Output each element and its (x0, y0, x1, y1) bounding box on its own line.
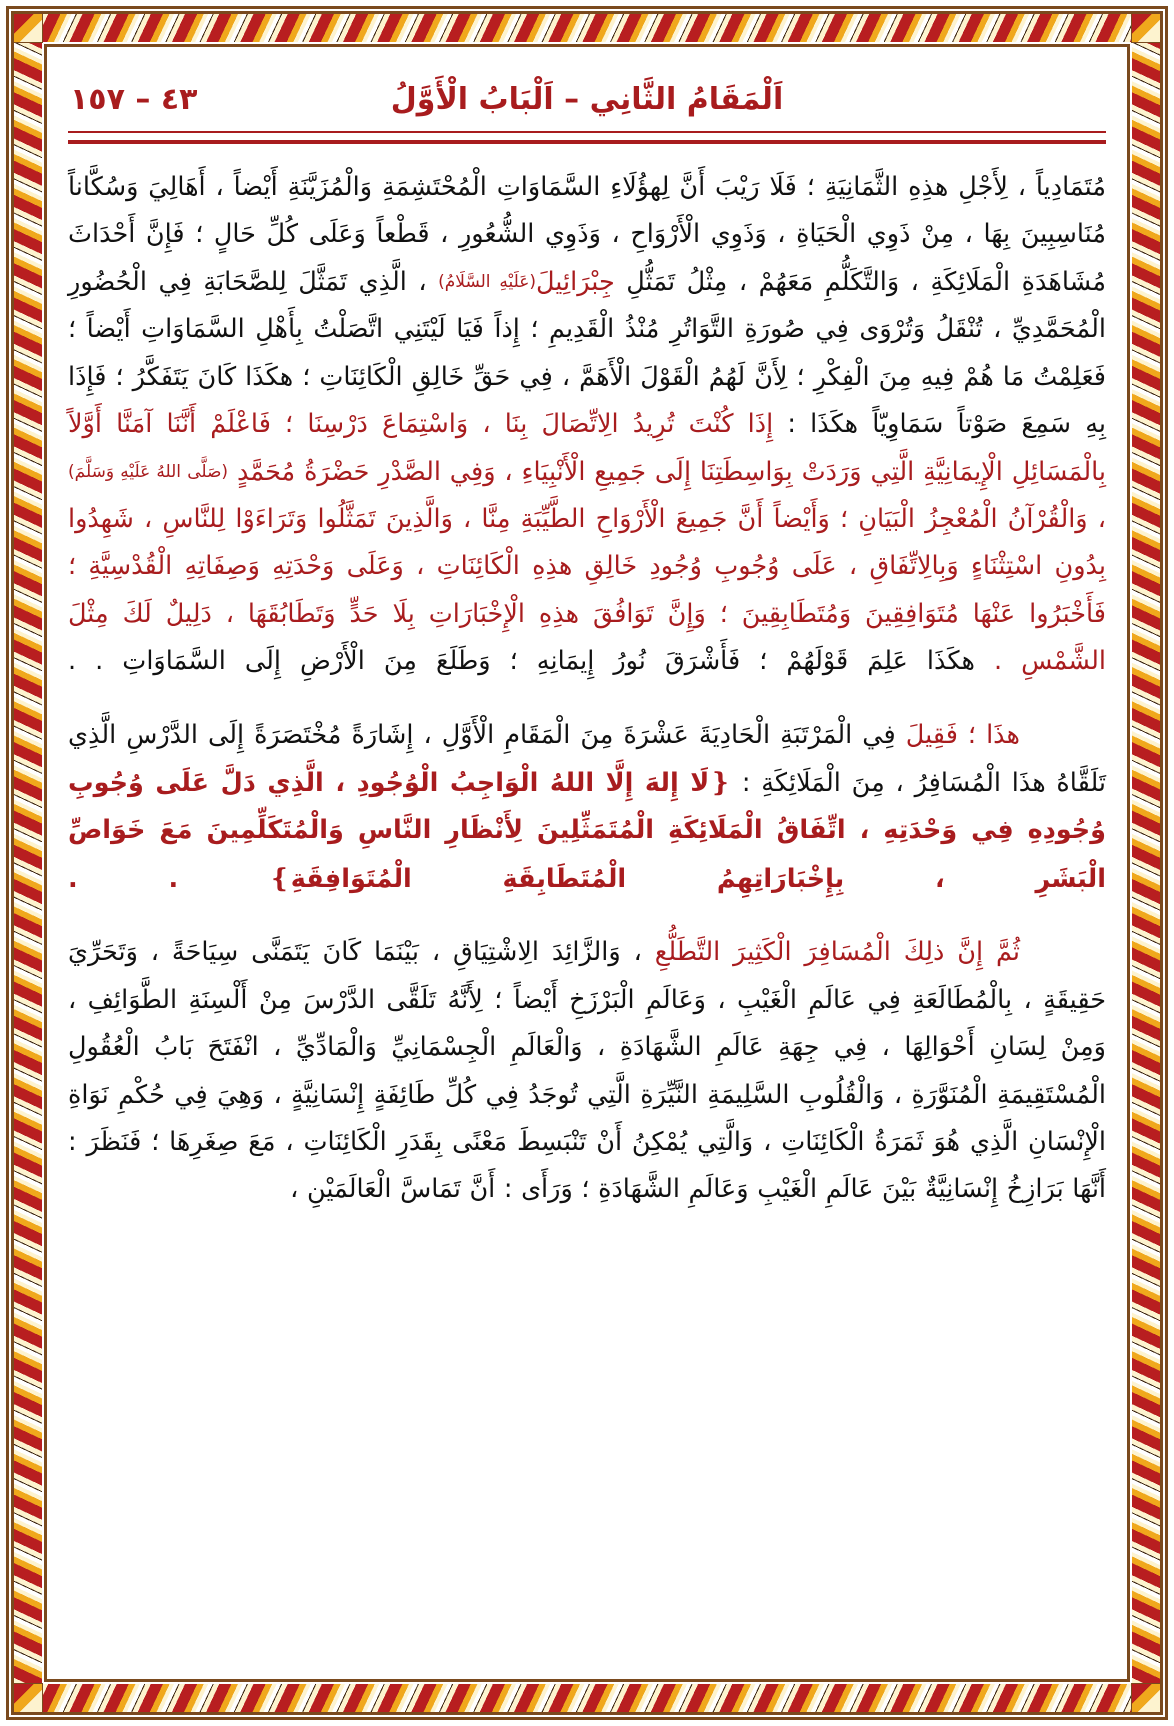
text-span-red-bold: . . (68, 863, 269, 894)
text-span-red: جِبْرَائِيلَ (536, 266, 615, 297)
text-span-red: ثُمَّ إِنَّ ذلِكَ الْمُسَافِرَ الْكَثِيرَ التَّطَلُّعِ (654, 937, 1021, 968)
paragraph-container (68, 164, 1106, 1214)
page-title: اَلْمَقَامُ الثَّانِي – اَلْبَابُ الْأَوَّلُ (390, 82, 784, 117)
page-header (64, 76, 1110, 117)
text-span-red: ، وَالْقُرْآنُ الْمُعْجِزُ الْبَيَانِ ؛ وَأَيْضاً أَنَّ جَمِيعَ الْأَرْوَاحِ الطَّيِّبَةِ مِنَّا ، وَالَّذِينَ تَمَثَّلُوا وَتَرَاءَوْا لِلنَّاسِ ، شَهِدُوا بِدُونِ اسْتِثْنَاءٍ وَبِالِاتِّفَاقِ ، عَلَى وُجُوبِ وُجُودِ خَالِقِ هذِهِ الْكَائِنَاتِ ، وَعَلَى وَحْدَتِهِ وَصِفَاتِهِ الْقُدْسِيَّةِ ؛ فَأَخْبَرُوا عَنْهَا مُتَوَافِقِينَ وَمُتَطَابِقِينَ ؛ وَإِنَّ تَوَافُقَ هذِهِ الْإِخْبَارَاتِ بِلَا حَدٍّ وَتَطَابُقَهَا ، دَلِيلٌ لَكَ مِثْلَ الشَّمْسِ . (68, 503, 1106, 677)
header-divider-rule (68, 131, 1106, 144)
text-span-honorific-red: (صَلَّى اللهُ عَلَيْهِ وَسَلَّمَ) (68, 461, 229, 482)
text-span-ornament: ❴ (709, 768, 732, 799)
text-span-honorific: (عَلَيْهِ السَّلَامُ) (438, 271, 536, 292)
text-span-black: مُتَمَادِياً ، لِأَجْلِ هذِهِ الثَّمَانِيَةِ ؛ فَلَا رَيْبَ أَنَّ لِهؤُلَاءِ السَّمَاوَاتِ الْمُحْتَشِمَةِ وَالْمُزَيَّنَةِ أَيْضاً ، أَهَالِيَ وَسُكَّاناً مُنَاسِبِينَ بِهَا ، مِنْ ذَوِي الْحَيَاةِ ، وَذَوِي الْأَرْوَاحِ ، وَذَوِي الشُّعُورِ ، قَطْعاً وَعَلَى كُلِّ حَالٍ ؛ فَإِنَّ أَحْدَاثَ مُشَاهَدَةِ الْمَلَائِكَةِ ، وَالتَّكَلُّمِ مَعَهُمْ ، مِثْلُ تَمَثُّلِ (68, 172, 1107, 297)
text-span-ornament: ❵ (268, 863, 291, 894)
text-span-red-bold: لَا إِلهَ إِلَّا اللهُ الْوَاجِبُ الْوُجُودِ ، الَّذِي دَلَّ عَلَى وُجُوبِ وُجُودِهِ فِي وَحْدَتِهِ ، اتِّفَاقُ الْمَلَائِكَةِ الْمُتَمَثِّلِينَ لِأَنْظَارِ النَّاسِ وَالْمُتَكَلِّمِينَ مَعَ خَوَاصِّ الْبَشَرِ ، بِإِخْبَارَاتِهِمُ الْمُتَطَابِقَةِ الْمُتَوَافِقَةِ (68, 768, 1106, 894)
text-span-red: إِذَا كُنْتَ تُرِيدُ الِاتِّصَالَ بِنَا ، وَاسْتِمَاعَ دَرْسِنَا ؛ فَاعْلَمْ أَنَّنَا آمَنَّا أَوَّلاً بِالْمَسَائِلِ الْإِيمَانِيَّةِ الَّتِي وَرَدَتْ بِوَاسِطَتِنَا إِلَى جَمِيعِ الْأَنْبِيَاءِ ، وَفِي الصَّدْرِ حَضْرَةُ مُحَمَّدٍ (68, 409, 1106, 487)
page-number-range: ٤٣ – ١٥٧ (70, 82, 198, 117)
page-content (58, 58, 1116, 1668)
text-span-black: هكَذَا عَلِمَ قَوْلَهُمْ ؛ فَأَشْرَقَ نُورُ إِيمَانِهِ ؛ وَطَلَعَ مِنَ الْأَرْضِ إِلَى السَّمَاوَاتِ . . (68, 646, 994, 677)
text-span-black: ، الَّذِي تَمَثَّلَ لِلصَّحَابَةِ فِي الْحُضُورِ الْمُحَمَّدِيِّ ، تُنْقَلُ وَتُرْوَى فِي صُورَةِ التَّوَاتُرِ مُنْذُ الْقَدِيمِ ؛ إِذاً فَيَا لَيْتَنِي اتَّصَلْتُ بِأَهْلِ السَّمَاوَاتِ أَيْضاً ؛ فَعَلِمْتُ مَا هُمْ فِيهِ مِنَ الْفِكْرِ ؛ لِأَنَّ لَهُمُ الْقَوْلَ الْأَهَمَّ ، فِي حَقِّ خَالِقِ الْكَائِنَاتِ ؛ هكَذَا كَانَ يَتَفَكَّرُ ؛ فَإِذَا بِهِ سَمِعَ صَوْتاً سَمَاوِيّاً هكَذَا : (68, 266, 1106, 440)
text-span-black: فِي الْمَرْتَبَةِ الْحَادِيَةَ عَشْرَةَ مِنَ الْمَقَامِ الْأَوَّلِ ، إِشَارَةً مُخْتَصَرَةً إِلَى الدَّرْسِ الَّذِي تَلَقَّاهُ هذَا الْمُسَافِرُ ، مِنَ الْمَلَائِكَةِ : (68, 719, 1107, 799)
text-span-black: ، وَالزَّائِدَ الِاشْتِيَاقِ ، بَيْنَمَا كَانَ يَتَمَنَّى سِيَاحَةً ، وَتَحَرِّيَ حَقِيقَةٍ ، بِالْمُطَالَعَةِ فِي عَالَمِ الْغَيْبِ ، وَعَالَمِ الْبَرْزَخِ أَيْضاً ؛ لِأَنَّهُ تَلَقَّى الدَّرْسَ مِنْ أَلْسِنَةِ الطَّوَائِفِ ، وَمِنْ لِسَانِ أَحْوَالِهَا ، فِي جِهَةِ عَالَمِ الشَّهَادَةِ ، وَالْعَالَمِ الْجِسْمَانِيِّ وَالْمَادِّيِّ ، انْفَتَحَ بَابُ الْعُقُولِ الْمُسْتَقِيمَةِ الْمُنَوَّرَةِ ، وَالْقُلُوبِ السَّلِيمَةِ النَّيِّرَةِ الَّتِي تُوجَدُ فِي كُلِّ طَائِفَةٍ إِنْسَانِيَّةٍ ، وَهِيَ فِي حُكْمِ نَوَاةِ الْإِنْسَانِ الَّذِي هُوَ ثَمَرَةُ الْكَائِنَاتِ ، وَالَّتِي يُمْكِنُ أَنْ تَنْبَسِطَ مَعْنًى بِقَدَرِ الْكَائِنَاتِ ، مَعَ صِغَرِهَا ؛ فَنَظَرَ : أَنَّهَا بَرَازِخُ إِنْسَانِيَّةٌ بَيْنَ عَالَمِ الْغَيْبِ وَعَالَمِ الشَّهَادَةِ ؛ وَرَأَى : أَنَّ تَمَاسَّ الْعَالَمَيْنِ ، (68, 937, 1106, 1205)
page-body (64, 164, 1110, 1214)
text-span-red: هذَا ؛ فَقِيلَ (905, 719, 1020, 750)
paragraph (68, 929, 1106, 1214)
paragraph (68, 164, 1106, 686)
paragraph (68, 712, 1106, 904)
